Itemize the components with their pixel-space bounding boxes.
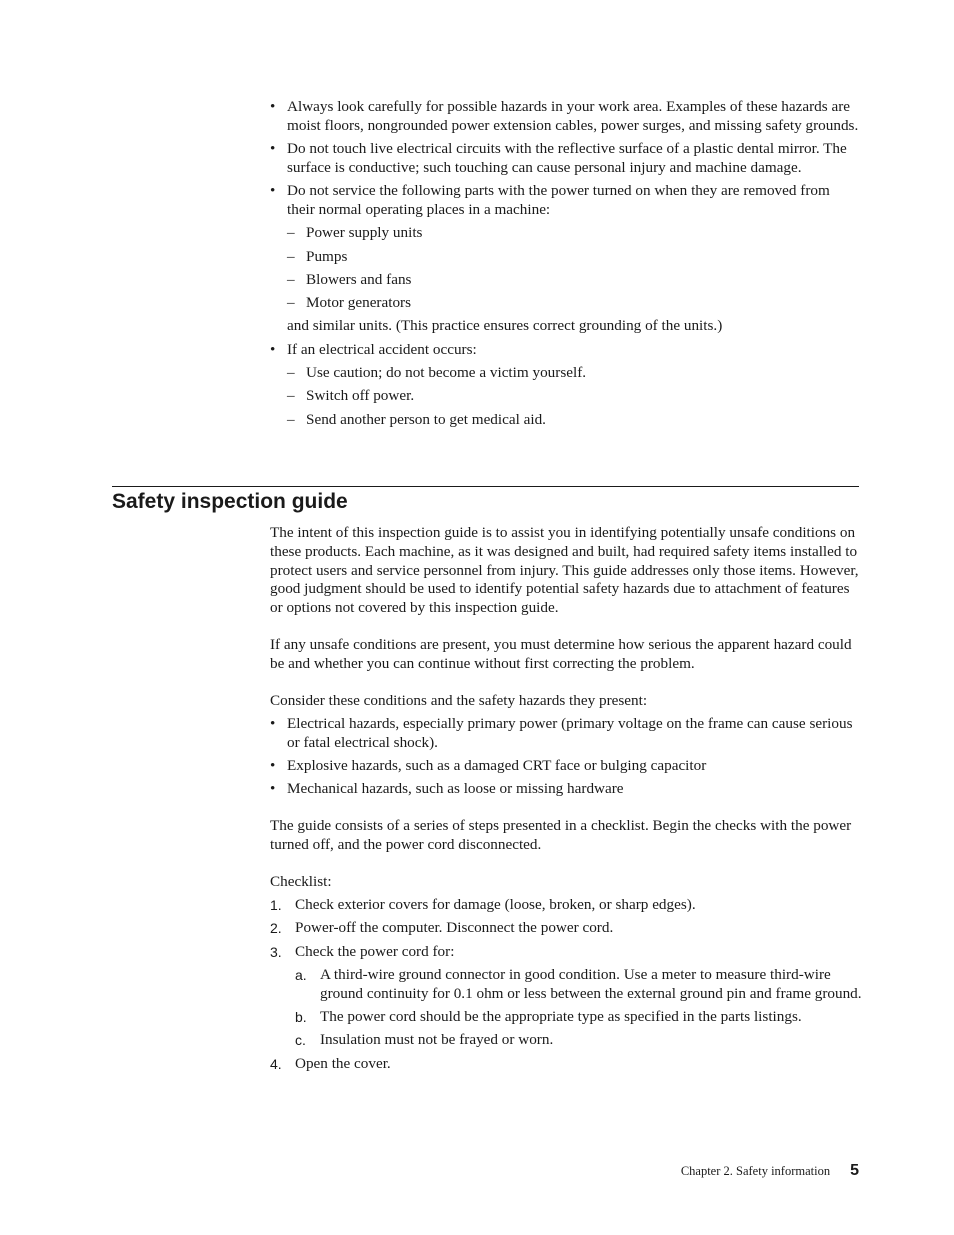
checklist-step	[270, 1055, 862, 1074]
sub-list	[287, 224, 860, 313]
sub-list-item	[287, 364, 860, 383]
checklist-label: Checklist:	[270, 872, 332, 890]
list-item-text: Do not touch live electrical circuits with the reflective surface of a plastic dental mirror. The surface is conductive; such touching can cause personal injury and machine damage.	[287, 140, 847, 176]
sub-list-item-text: Send another person to get medical aid.	[306, 410, 546, 428]
step-text: Power-off the computer. Disconnect the power cord.	[295, 919, 614, 937]
list-item-text: Mechanical hazards, such as loose or missing hardware	[287, 780, 624, 798]
sub-list-item	[287, 248, 860, 267]
list-item-continuation: and similar units. (This practice ensures correct grounding of the units.)	[287, 317, 723, 335]
checklist-substep	[295, 1008, 862, 1027]
dash-glyph: –	[287, 270, 295, 288]
page-footer	[681, 1162, 859, 1180]
list-item	[270, 182, 860, 336]
guide-paragraph: The guide consists of a series of steps presented in a checklist. Begin the checks with the power turned off, and the power cord disconnected.	[270, 817, 852, 853]
list-item-text: Do not service the following parts with the power turned on when they are removed from their normal operating places in a machine:	[287, 182, 830, 218]
checklist	[270, 896, 862, 1073]
substep-letter: a.	[295, 966, 307, 983]
sub-list-item	[287, 294, 860, 313]
bullet-glyph: •	[270, 340, 276, 358]
dash-glyph: –	[287, 294, 295, 312]
list-item-text: Explosive hazards, such as a damaged CRT face or bulging capacitor	[287, 756, 707, 774]
dash-glyph: –	[287, 387, 295, 405]
step-text: Check the power cord for:	[295, 942, 455, 960]
bullet-glyph: •	[270, 714, 276, 732]
dash-glyph: –	[287, 364, 295, 382]
substep-letter: b.	[295, 1008, 307, 1025]
substep-letter: c.	[295, 1032, 306, 1049]
intro-paragraph: The intent of this inspection guide is to assist you in identifying potentially unsafe conditions on these products. Each machine, as it was designed and built, had required safety items installed to protect users and service personnel from injury. This guide addresses only those items. However, good judgment should be used to identify potential safety hazards due to attachment of features or options not covered by this inspection guide.	[270, 524, 859, 617]
bullet-glyph: •	[270, 756, 276, 774]
substep-text: The power cord should be the appropriate type as specified in the parts listings.	[320, 1007, 802, 1025]
step-number: 1.	[270, 896, 282, 913]
step-number: 4.	[270, 1055, 282, 1072]
step-number: 2.	[270, 920, 282, 937]
page-number: 5	[850, 1162, 859, 1180]
list-item	[270, 757, 862, 776]
step-number: 3.	[270, 943, 282, 960]
checklist-substep	[295, 966, 862, 1004]
list-item-text: If an electrical accident occurs:	[287, 340, 477, 358]
sub-list-item-text: Pumps	[306, 247, 348, 265]
dash-glyph: –	[287, 224, 295, 242]
list-item	[270, 98, 860, 136]
list-item	[270, 715, 862, 753]
substep-text: A third-wire ground connector in good condition. Use a meter to measure third-wire ground continuity for 0.1 ohm or less between the external ground pin and frame ground.	[320, 965, 862, 1002]
sub-list-item	[287, 271, 860, 290]
sub-list-item	[287, 224, 860, 243]
section-divider	[112, 486, 859, 487]
substep-text: Insulation must not be frayed or worn.	[320, 1031, 554, 1049]
hazards-list	[270, 715, 862, 799]
dash-glyph: –	[287, 247, 295, 265]
list-item	[270, 780, 862, 799]
section-heading: Safety inspection guide	[112, 490, 348, 513]
sub-list-item-text: Switch off power.	[306, 387, 415, 405]
checklist-step	[270, 919, 862, 938]
sub-list-item-text: Blowers and fans	[306, 270, 412, 288]
list-item	[270, 341, 860, 430]
step-text: Check exterior covers for damage (loose, broken, or sharp edges).	[295, 895, 696, 913]
bullet-glyph: •	[270, 780, 276, 798]
sub-list-item-text: Power supply units	[306, 224, 423, 242]
chapter-title: Chapter 2. Safety information	[680, 1163, 831, 1178]
unsafe-conditions-paragraph: If any unsafe conditions are present, you must determine how serious the apparent hazard could be and whether you can continue without first correcting the problem.	[270, 635, 852, 672]
sub-list-item-text: Use caution; do not become a victim yourself.	[306, 364, 587, 382]
sub-list	[287, 364, 860, 429]
checklist-step	[270, 943, 862, 1050]
list-item	[270, 140, 860, 178]
checklist-substep	[295, 1031, 862, 1050]
dash-glyph: –	[287, 410, 295, 428]
bullet-glyph: •	[270, 98, 276, 115]
list-item-text: Always look carefully for possible hazards in your work area. Examples of these hazards are moist floors, nongrounded power extension cables, power surges, and missing safety grounds.	[287, 98, 859, 134]
hazards-lead-in: Consider these conditions and the safety hazards they present:	[270, 691, 648, 709]
list-item-text: Electrical hazards, especially primary power (primary voltage on the frame can cause serious or fatal electrical shock).	[287, 714, 853, 751]
top-bullet-list	[270, 98, 860, 434]
sub-list-item-text: Motor generators	[306, 294, 412, 312]
step-text: Open the cover.	[295, 1054, 391, 1072]
sub-list-item	[287, 387, 860, 406]
bullet-glyph: •	[270, 182, 276, 200]
checklist-step	[270, 896, 862, 915]
sub-list-item	[287, 411, 860, 430]
section-body	[270, 524, 862, 1078]
bullet-glyph: •	[270, 140, 276, 158]
